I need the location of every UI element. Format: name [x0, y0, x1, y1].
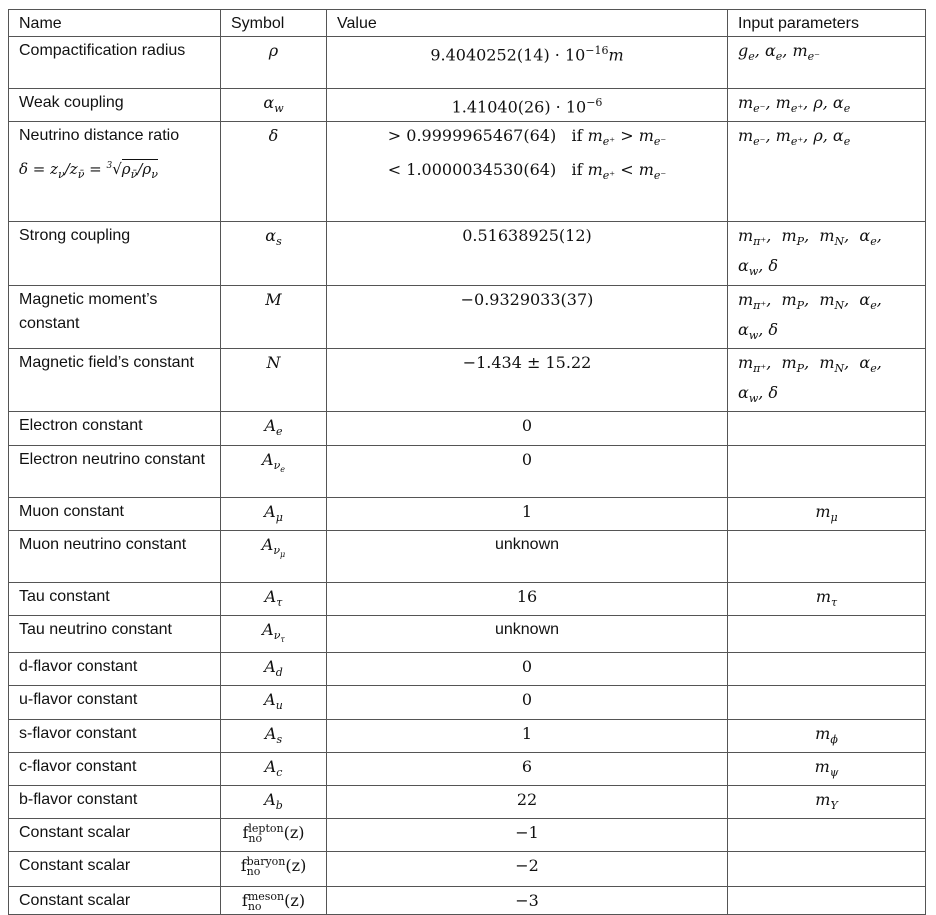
row-input: $m_\psi$: [728, 752, 926, 785]
row-symbol: M: [221, 285, 327, 348]
row-name: Muon constant: [9, 497, 221, 530]
row-input: $m_\phi$: [728, 719, 926, 752]
if-label: if: [571, 126, 583, 146]
row-input: $m_\mu$: [728, 497, 926, 530]
row-symbol: [221, 819, 327, 852]
table-row: [9, 786, 926, 819]
row-symbol: N: [221, 348, 327, 411]
row-value: 0: [327, 653, 728, 686]
row-input: $m_{\pi^+}$, $m_P$, $m_N$, $\alpha_e$, $\alpha_w$, δ: [728, 222, 926, 285]
row-symbol: $A_e$: [221, 412, 327, 445]
row-symbol: $A_s$: [221, 719, 327, 752]
row-value: −1: [327, 819, 728, 852]
row-symbol: [221, 852, 327, 887]
row-value: [327, 89, 728, 122]
table-row: [9, 686, 926, 719]
sup-label: lepton: [248, 821, 284, 835]
sub-label: no: [248, 831, 263, 845]
delta-formula: $\delta = z_\nu/z_{\nū} = ^3√\rho_{\nū}/\rho_\nu$: [19, 160, 158, 182]
row-symbol: $A_{\nu_\mu}$: [221, 530, 327, 582]
row-input: [728, 653, 926, 686]
value-mantissa: 9.4040252(14) · 10: [430, 45, 586, 65]
z-arg: (z): [284, 891, 306, 911]
row-input: $m_\tau$: [728, 582, 926, 615]
row-input: $g_e$, $\alpha_e$, $m_{e^-}$: [728, 37, 926, 89]
row-name: b-flavor constant: [9, 786, 221, 819]
row-symbol: δ: [221, 122, 327, 222]
z-arg: (z): [283, 823, 305, 843]
row-symbol: $A_u$: [221, 686, 327, 719]
row-value: 0: [327, 445, 728, 497]
row-name: d-flavor constant: [9, 653, 221, 686]
row-value: −2: [327, 852, 728, 887]
row-value: −3: [327, 887, 728, 915]
sup-label: meson: [247, 889, 285, 903]
f-glyph: f: [240, 856, 247, 876]
f-glyph: f: [241, 891, 248, 911]
row-name: s-flavor constant: [9, 719, 221, 752]
row-value: [327, 122, 728, 222]
row-symbol: $A_\tau$: [221, 582, 327, 615]
value-unit: m: [608, 45, 624, 65]
compare-symbol: >: [620, 126, 634, 146]
table-row: [9, 412, 926, 445]
table-row: [9, 37, 926, 89]
row-name: Magnetic field’s constant: [9, 348, 221, 411]
row-name: Constant scalar: [9, 852, 221, 887]
row-symbol: $A_d$: [221, 653, 327, 686]
row-name-text: Neutrino distance ratio: [19, 127, 180, 145]
row-symbol: $A_\mu$: [221, 497, 327, 530]
row-input: [728, 686, 926, 719]
value-line-1: > 0.9999965467(64) if $m_{e^+} > m_{e^-}$: [387, 126, 667, 149]
row-input: $m_{e^-}$, $m_{e^+}$, ρ, $\alpha_e$: [728, 122, 926, 222]
row-name: Constant scalar: [9, 819, 221, 852]
value-line-2: < 1.0000034530(64) if $m_{e^+} < m_{e^-}$: [387, 160, 667, 183]
value-exponent: −6: [586, 96, 603, 109]
table-row: [9, 445, 926, 497]
table-row: [9, 719, 926, 752]
table-row: [9, 752, 926, 785]
row-symbol: ρ: [221, 37, 327, 89]
row-name: Magnetic moment’s constant: [9, 285, 221, 348]
row-value: 1: [327, 497, 728, 530]
row-name: Compactification radius: [9, 37, 221, 89]
table-row: [9, 819, 926, 852]
row-input: $m_\Upsilon$: [728, 786, 926, 819]
row-value: −1.434 ± 15.22: [327, 348, 728, 411]
row-name: Tau constant: [9, 582, 221, 615]
row-input: [728, 530, 926, 582]
row-name: Electron neutrino constant: [9, 445, 221, 497]
row-value: 22: [327, 786, 728, 819]
row-input: $m_{e^-}$, $m_{e^+}$, ρ, $\alpha_e$: [728, 89, 926, 122]
table-row: [9, 887, 926, 915]
table-row: [9, 582, 926, 615]
compare-symbol: <: [620, 160, 634, 180]
row-symbol: $\alpha_s$: [221, 222, 327, 285]
constants-table: [8, 9, 926, 915]
if-label: if: [571, 160, 583, 180]
table-row: [9, 122, 926, 222]
table-row: [9, 285, 926, 348]
row-symbol: $A_{\nu_e}$: [221, 445, 327, 497]
row-symbol: [221, 887, 327, 915]
row-symbol: $A_c$: [221, 752, 327, 785]
sub-label: no: [247, 899, 262, 913]
row-input: $m_{\pi^+}$, $m_P$, $m_N$, $\alpha_e$, $\alpha_w$, δ: [728, 285, 926, 348]
row-symbol: $A_{\nu_\tau}$: [221, 615, 327, 652]
row-value: 0: [327, 686, 728, 719]
row-value: −0.9329033(37): [327, 285, 728, 348]
header-value: Value: [327, 10, 728, 37]
row-input: [728, 852, 926, 887]
table-row: [9, 852, 926, 887]
table-row: [9, 348, 926, 411]
row-name: Strong coupling: [9, 222, 221, 285]
header-name: Name: [9, 10, 221, 37]
row-input: [728, 819, 926, 852]
row-value: unknown: [327, 530, 728, 582]
row-input: [728, 887, 926, 915]
f-glyph: f: [242, 823, 249, 843]
row-symbol: $A_b$: [221, 786, 327, 819]
row-value: 6: [327, 752, 728, 785]
value-number: > 0.9999965467(64): [387, 126, 557, 146]
row-name: [9, 122, 221, 222]
table-header-row: [9, 10, 926, 37]
header-input: Input parameters: [728, 10, 926, 37]
table-row: [9, 530, 926, 582]
row-value: 0.51638925(12): [327, 222, 728, 285]
row-value: unknown: [327, 615, 728, 652]
value-exponent: −16: [585, 44, 609, 57]
row-value: 1: [327, 719, 728, 752]
row-value: [327, 37, 728, 89]
table-row: [9, 497, 926, 530]
row-input: [728, 445, 926, 497]
sub-label: no: [246, 864, 261, 878]
row-input: $m_{\pi^+}$, $m_P$, $m_N$, $\alpha_e$, $\alpha_w$, δ: [728, 348, 926, 411]
row-input: [728, 412, 926, 445]
header-symbol: Symbol: [221, 10, 327, 37]
row-symbol: $\alpha_w$: [221, 89, 327, 122]
z-arg: (z): [285, 856, 307, 876]
row-value: 0: [327, 412, 728, 445]
row-value: 16: [327, 582, 728, 615]
row-name: Weak coupling: [9, 89, 221, 122]
value-mantissa: 1.41040(26) · 10: [451, 97, 587, 117]
table-row: [9, 653, 926, 686]
sup-label: baryon: [246, 854, 286, 868]
value-number: < 1.0000034530(64): [387, 160, 557, 180]
row-name: Muon neutrino constant: [9, 530, 221, 582]
row-name: Constant scalar: [9, 887, 221, 915]
row-name: u-flavor constant: [9, 686, 221, 719]
table-row: [9, 222, 926, 285]
row-input: [728, 615, 926, 652]
table-row: [9, 615, 926, 652]
row-name: Electron constant: [9, 412, 221, 445]
row-name: Tau neutrino constant: [9, 615, 221, 652]
table-row: [9, 89, 926, 122]
row-name: c-flavor constant: [9, 752, 221, 785]
